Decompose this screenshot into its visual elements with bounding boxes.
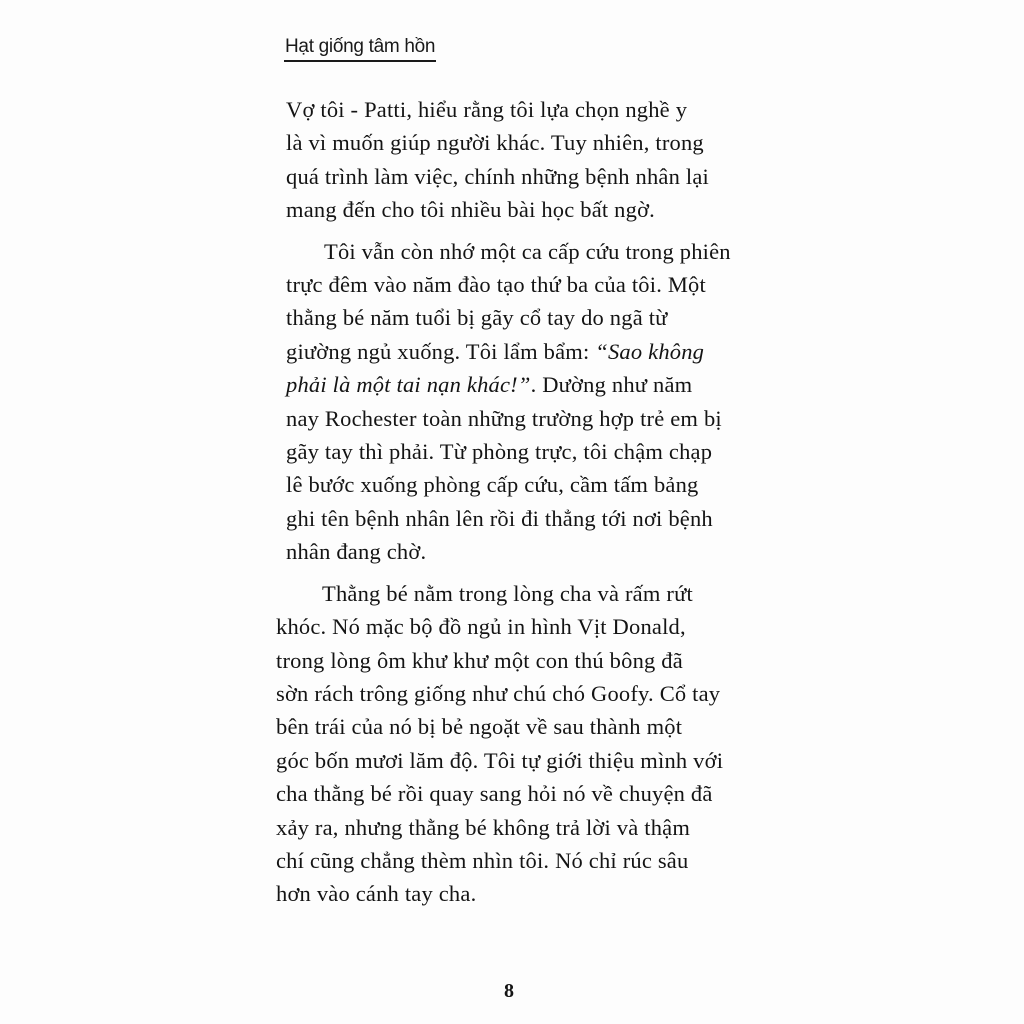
text-line: là vì muốn giúp người khác. Tuy nhiên, trong xyxy=(286,130,704,156)
paragraph-2 xyxy=(272,235,800,569)
text-line: gãy tay thì phải. Từ phòng trực, tôi chậm chạp xyxy=(286,439,713,465)
text-segment: giường ngủ xuống. Tôi lẩm bẩm: xyxy=(286,338,596,364)
text-line: trực đêm vào năm đào tạo thứ ba của tôi. Một xyxy=(286,272,706,298)
text-line: xảy ra, nhưng thằng bé không trả lời và thậm xyxy=(276,814,691,840)
paragraph-1 xyxy=(272,93,800,227)
text-line: góc bốn mươi lăm độ. Tôi tự giới thiệu mình với xyxy=(276,747,724,773)
text-line: trong lòng ôm khư khư một con thú bông đã xyxy=(276,647,683,673)
text-line: nay Rochester toàn những trường hợp trẻ em bị xyxy=(286,405,722,431)
text-line: cha thằng bé rồi quay sang hỏi nó về chuyện đã xyxy=(276,781,713,807)
quoted-thought: “Sao không xyxy=(595,338,705,364)
paragraph-3 xyxy=(272,577,800,911)
body-text xyxy=(272,93,800,911)
running-header: Hạt giống tâm hồn xyxy=(285,36,436,57)
text-line: Thằng bé nằm trong lòng cha và rấm rứt xyxy=(322,580,693,606)
text-line: mang đến cho tôi nhiều bài học bất ngờ. xyxy=(286,197,655,223)
text-line: thằng bé năm tuổi bị gãy cổ tay do ngã từ xyxy=(286,305,668,331)
text-line: Tôi vẫn còn nhớ một ca cấp cứu trong phiên xyxy=(324,238,731,264)
text-line: Vợ tôi - Patti, hiểu rằng tôi lựa chọn nghề y xyxy=(286,97,688,122)
quoted-thought: phải là một tai nạn khác!” xyxy=(286,372,531,398)
text-line xyxy=(272,368,800,401)
text-line: lê bước xuống phòng cấp cứu, cầm tấm bảng xyxy=(286,472,699,498)
text-line: bên trái của nó bị bẻ ngoặt về sau thành một xyxy=(276,714,683,740)
text-line: ghi tên bệnh nhân lên rồi đi thẳng tới nơi bệnh xyxy=(286,505,713,531)
text-line: nhân đang chờ. xyxy=(286,539,427,565)
text-line: quá trình làm việc, chính những bệnh nhân lại xyxy=(286,163,709,189)
text-line: hơn vào cánh tay cha. xyxy=(276,881,477,907)
text-line: sờn rách trông giống như chú chó Goofy. Cổ tay xyxy=(276,680,721,706)
text-line: khóc. Nó mặc bộ đồ ngủ in hình Vịt Donald, xyxy=(276,614,686,640)
page-number: 8 xyxy=(504,980,514,1002)
text-segment: . Dường như năm xyxy=(530,372,693,398)
text-line: chí cũng chẳng thèm nhìn tôi. Nó chỉ rúc sâu xyxy=(276,847,689,873)
header-underline xyxy=(284,60,436,62)
text-line xyxy=(272,335,800,368)
